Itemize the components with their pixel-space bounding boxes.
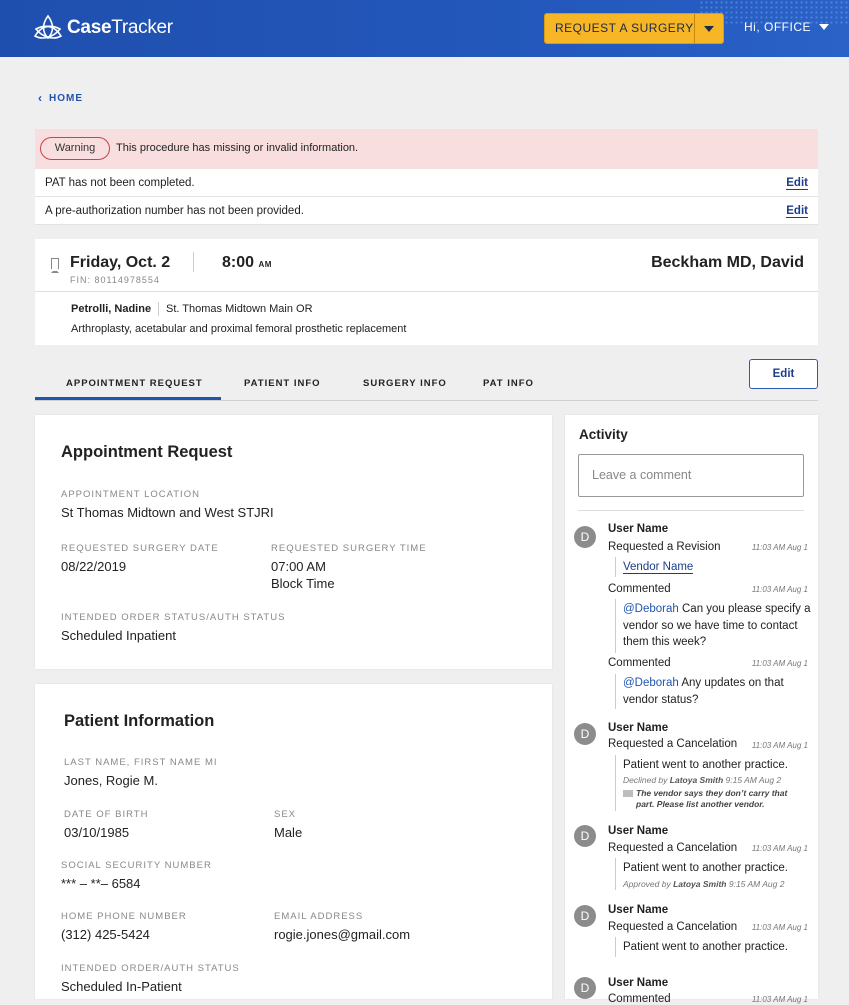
field-label: INTENDED ORDER STATUS/AUTH STATUS [61,612,286,623]
user-mention[interactable]: @Deborah [623,603,679,615]
patient-full-name: Jones, Rogie M. [64,773,158,788]
activity-timestamp: 11:03 AM Aug 1 [751,995,808,1004]
breadcrumb-home[interactable] [38,91,83,105]
activity-timestamp: 11:03 AM Aug 1 [751,844,808,853]
thread-line [615,858,616,890]
comment-text: @Deborah Can you please specify a vendor so we have time to contact them this week? [623,603,811,648]
warning-item [35,197,818,225]
patient-information-panel [35,684,552,999]
tab-bar [35,367,818,401]
warning-edit-link[interactable]: Edit [786,177,808,189]
tab-surgery-info[interactable]: SURGERY INFO [363,378,447,389]
declined-info: Declined by Latoya Smith 9:15 AM Aug 2 [623,775,782,785]
approved-info: Approved by Latoya Smith 9:15 AM Aug 2 [623,879,785,889]
case-time: 8:00 AM [222,254,272,271]
field-label: DATE OF BIRTH [64,809,149,820]
activity-panel [565,415,818,1005]
cancel-reason: Patient went to another practice. [623,862,788,874]
field-label: INTENDED ORDER/AUTH STATUS [61,963,240,974]
comment-text: @Deborah Any updates on that vendor status? [623,677,784,706]
comment-icon [623,790,633,797]
field-label: APPOINTMENT LOCATION [61,489,200,500]
home-phone: (312) 425-5424 [61,927,150,942]
request-surgery-button[interactable] [544,13,724,44]
request-surgery-label[interactable]: REQUEST A SURGERY [555,21,694,35]
appointment-location: St Thomas Midtown and West STJRI [61,505,274,520]
avatar: D [574,905,596,927]
casetracker-logo[interactable] [33,14,173,42]
active-tab-indicator [35,397,221,400]
comment-input[interactable]: Leave a comment [578,454,804,497]
avatar: D [574,825,596,847]
divider [35,291,818,292]
chevron-down-icon [819,24,829,30]
activity-action: Commented [608,583,671,595]
field-label: REQUESTED SURGERY DATE [61,543,219,554]
field-label: SEX [274,809,297,820]
divider [158,302,159,316]
thread-line [615,557,616,577]
procedure-description: Arthroplasty, acetabular and proximal femoral prosthetic replacement [71,323,407,335]
case-date: Friday, Oct. 2 [70,254,171,271]
divider [578,510,804,511]
chevron-left-icon: ‹ [38,91,43,105]
surgery-date: 08/22/2019 [61,559,127,574]
auth-status: Scheduled In-Patient [61,979,182,994]
activity-timestamp: 11:03 AM Aug 1 [751,741,808,750]
activity-action: Requested a Revision [608,541,721,553]
patient-name: Petrolli, Nadine [71,303,152,315]
field-label: HOME PHONE NUMBER [61,911,187,922]
activity-timestamp: 11:03 AM Aug 1 [751,585,808,594]
date-of-birth: 03/10/1985 [64,825,130,840]
field-label: EMAIL ADDRESS [274,911,364,922]
warning-edit-link[interactable]: Edit [786,205,808,217]
case-fin: FIN: 80114978554 [70,275,160,285]
warning-banner [35,129,818,169]
field-label: SOCIAL SECURITY NUMBER [61,860,212,871]
top-navigation-bar [0,0,849,57]
warning-item-text: A pre-authorization number has not been provided. [45,205,304,217]
user-greeting: Hi, OFFICE [744,20,811,34]
triquetra-logo-icon [33,14,63,42]
panel-title: Patient Information [64,712,215,730]
avatar: D [574,723,596,745]
request-surgery-dropdown[interactable] [694,14,723,43]
field-label: LAST NAME, FIRST NAME MI [64,757,218,768]
vendor-link[interactable]: Vendor Name [623,561,694,573]
user-mention[interactable]: @Deborah [623,677,679,689]
sex: Male [274,825,303,840]
warning-item [35,169,818,197]
activity-action: Requested a Cancelation [608,921,738,933]
activity-action: Requested a Cancelation [608,738,738,750]
thread-line [615,937,616,957]
order-status: Scheduled Inpatient [61,628,176,643]
field-label: REQUESTED SURGERY TIME [271,543,427,554]
home-link[interactable]: HOME [49,92,83,104]
tab-patient-info[interactable]: PATIENT INFO [244,378,321,389]
avatar: D [574,977,596,999]
divider [193,252,194,272]
surgery-time: 07:00 AM [271,559,326,574]
edit-button[interactable]: Edit [749,359,818,389]
warning-badge: Warning [40,137,110,160]
tab-appointment-request[interactable]: APPOINTMENT REQUEST [66,378,203,389]
appointment-request-panel [35,415,552,669]
avatar: D [574,526,596,548]
activity-user-name: User Name [608,904,669,916]
ssn: *** – **– 6584 [61,876,141,891]
surgery-time-note: Block Time [271,576,335,591]
activity-user-name: User Name [608,825,669,837]
chevron-down-icon [704,26,714,32]
activity-action: Commented [608,993,671,1005]
warning-message: This procedure has missing or invalid information. [116,142,359,154]
activity-user-name: User Name [608,523,669,535]
activity-title: Activity [579,427,628,442]
panel-title: Appointment Request [61,443,233,461]
logo-text: CaseTracker [67,17,173,38]
activity-timestamp: 11:03 AM Aug 1 [751,659,808,668]
activity-action: Requested a Cancelation [608,842,738,854]
surgeon-name: Beckham MD, David [651,254,804,271]
activity-timestamp: 11:03 AM Aug 1 [751,543,808,552]
tab-pat-info[interactable]: PAT INFO [483,378,534,389]
thread-line [615,674,616,709]
case-location: St. Thomas Midtown Main OR [166,303,313,315]
activity-user-name: User Name [608,977,669,989]
thread-line [615,599,616,653]
activity-timestamp: 11:03 AM Aug 1 [751,923,808,932]
activity-action: Commented [608,657,671,669]
email-address: rogie.jones@gmail.com [274,927,411,942]
activity-user-name: User Name [608,722,669,734]
declined-note: The vendor says they don’t carry that part. Please list another vendor. [636,788,788,809]
bookmark-icon[interactable] [51,258,59,269]
user-menu[interactable] [744,20,829,34]
warning-item-text: PAT has not been completed. [45,177,195,189]
thread-line [615,755,616,811]
case-summary-card [35,239,818,345]
cancel-reason: Patient went to another practice. [623,759,788,771]
cancel-reason: Patient went to another practice. [623,941,788,953]
